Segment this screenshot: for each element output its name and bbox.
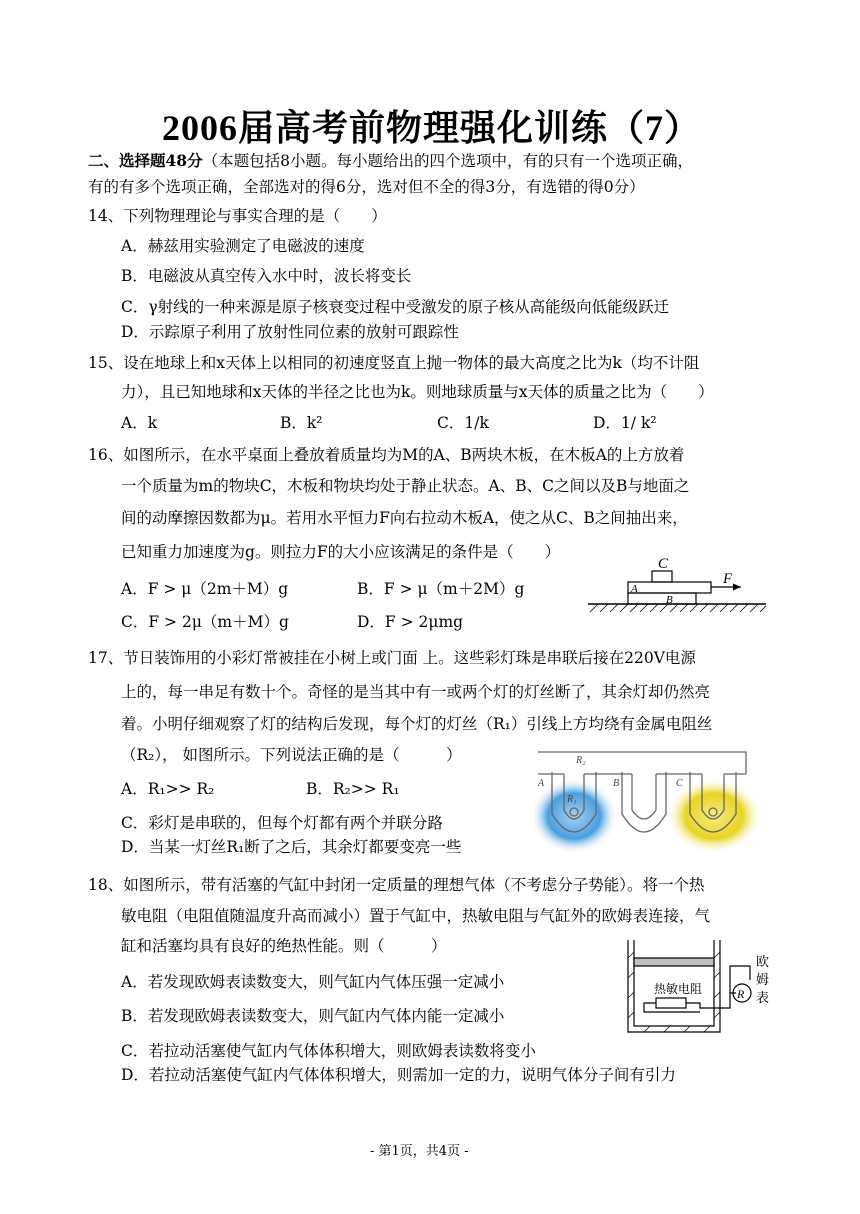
q17-stem-line-1: 17、节日装饰用的小彩灯常被挂在小树上或门面 上。这些彩灯珠是串联后接在220V电源 xyxy=(88,649,696,667)
gas-cylinder-figure xyxy=(624,938,776,1036)
block-c xyxy=(652,571,672,582)
q17-stem-line-2: 上的，每一串足有数十个。奇怪的是当其中有一或两个灯的灯丝断了，其余灯却仍然亮 xyxy=(121,683,711,701)
q17-stem-line-3: 着。小明仔细观察了灯的结构后发现，每个灯的灯丝（R₁）引线上方均绕有金属电阻丝 xyxy=(121,715,713,733)
label-mu: 姆 xyxy=(756,972,770,987)
q14-option-a: A．赫兹用实验测定了电磁波的速度 xyxy=(121,237,365,255)
section-instructions-line-1: （本题包括8小题。每小题给出的四个选项中，有的只有一个选项正确， xyxy=(202,152,693,170)
label-c: C xyxy=(676,778,683,789)
q18-option-a: A．若发现欧姆表读数变大，则气缸内气体压强一定减小 xyxy=(121,973,505,991)
q15-option-b: B．k² xyxy=(280,414,323,432)
label-a: A xyxy=(631,583,638,595)
q16-option-d: D．F > 2μmg xyxy=(357,613,464,631)
q15-option-d: D．1/ k² xyxy=(593,414,657,432)
q17-stem-line-4: （R₂）， 如图所示。下列说法正确的是（ ） xyxy=(121,746,462,764)
board-a xyxy=(628,582,711,593)
q18-stem-line-3: 缸和活塞均具有良好的绝热性能。则（ ） xyxy=(121,937,447,955)
section-instructions-line-2: 有的有多个选项正确，全部选对的得6分，选对但不全的得3分，有选错的得0分） xyxy=(88,178,645,196)
q15-option-a: A．k xyxy=(121,414,158,432)
q18-option-b: B．若发现欧姆表读数变大，则气缸内气体内能一定减小 xyxy=(121,1007,505,1025)
board-b xyxy=(628,593,696,604)
label-r: R xyxy=(737,987,745,1001)
section-heading: 二、选择题48分 xyxy=(88,151,203,170)
q17-option-a: A．R₁>> R₂ xyxy=(121,780,215,798)
q17-option-b: B．R₂>> R₁ xyxy=(306,780,400,798)
q18-option-d: D．若拉动活塞使气缸内气体体积增大，则需加一定的力，说明气体分子间有引力 xyxy=(121,1066,676,1084)
label-b: B xyxy=(613,778,620,789)
page-title: 2006届高考前物理强化训练（7） xyxy=(162,108,702,148)
q18-stem-line-2: 敏电阻（电阻值随温度升高而减小）置于气缸中，热敏电阻与气缸外的欧姆表连接，气 xyxy=(121,907,711,925)
q15-stem-line-1: 15、设在地球上和x天体上以相同的初速度竖直上抛一物体的最大高度之比为k（均不计阻 xyxy=(88,354,700,372)
thermistor xyxy=(656,998,686,1008)
q14-option-b: B．电磁波从真空传入水中时，波长将变长 xyxy=(121,267,412,285)
q15-option-c: C．1/k xyxy=(437,414,489,432)
q18-option-c: C．若拉动活塞使气缸内气体体积增大，则欧姆表读数将变小 xyxy=(121,1042,536,1060)
page-footer: - 第1页，共4页 - xyxy=(370,1144,469,1159)
q16-stem-line-2: 一个质量为m的物块C，木板和物块均处于静止状态。A、B、C之间以及B与地面之 xyxy=(121,477,690,495)
q16-option-a: A．F > μ（2m＋M）g xyxy=(121,580,289,598)
q16-stem-line-4: 已知重力加速度为g。则拉力F的大小应该满足的条件是（ ） xyxy=(121,543,561,561)
section-instructions xyxy=(88,152,693,170)
q16-option-c: C．F > 2μ（m＋M）g xyxy=(121,613,289,631)
label-f: F xyxy=(723,571,733,587)
q17-option-c: C．彩灯是串联的，但每个灯都有两个并联分路 xyxy=(121,814,443,832)
string-lights-figure xyxy=(534,746,774,854)
label-r2: R₂ xyxy=(576,755,586,766)
force-arrowhead xyxy=(733,584,741,591)
q16-stem-line-1: 16、如图所示，在水平桌面上叠放着质量均为M的A、B两块木板，在木板A的上方放着 xyxy=(88,446,685,464)
q16-option-b: B．F > μ（m＋2M）g xyxy=(357,580,525,598)
label-thermistor: 热敏电阻 xyxy=(654,982,703,996)
label-r1: R₁ xyxy=(567,794,577,805)
q14-option-d: D．示踪原子利用了放射性同位素的放射可跟踪性 xyxy=(121,323,459,341)
q15-stem-line-2: 力），且已知地球和x天体的半径之比也为k。则地球质量与x天体的质量之比为（ ） xyxy=(121,383,714,401)
q14-stem: 14、下列物理理论与事实合理的是（ ） xyxy=(88,207,387,225)
label-ou: 欧 xyxy=(756,954,770,969)
q16-stem-line-3: 间的动摩擦因数都为μ。若用水平恒力F向右拉动木板A，使之从C、B之间抽出来， xyxy=(121,509,688,527)
label-biao: 表 xyxy=(756,990,770,1005)
label-a: A xyxy=(538,778,545,789)
q14-option-c: C．γ射线的一种来源是原子核衰变过程中受激发的原子核从高能级向低能级跃迁 xyxy=(121,298,670,316)
q18-stem-line-1: 18、如图所示，带有活塞的气缸中封闭一定质量的理想气体（不考虑分子势能）。将一个热 xyxy=(88,876,705,894)
piston xyxy=(634,958,714,966)
label-c: C xyxy=(658,556,669,572)
ground-hatching xyxy=(590,604,766,612)
label-b: B xyxy=(666,594,673,606)
q17-option-d: D．当某一灯丝R₁断了之后，其余灯都要变亮一些 xyxy=(121,838,462,856)
blocks-on-table-figure xyxy=(584,552,770,620)
